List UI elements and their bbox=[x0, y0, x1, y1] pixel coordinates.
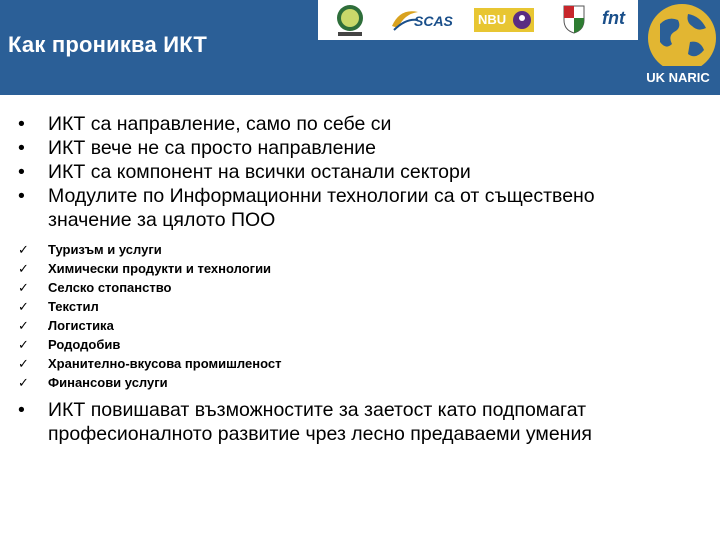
bullet-dot: • bbox=[18, 161, 25, 183]
bullet-list-top bbox=[18, 112, 678, 232]
uk-naric-label: UK NARIC bbox=[646, 70, 710, 85]
check-icon: ✓ bbox=[18, 375, 29, 390]
bullet-dot: • bbox=[18, 399, 25, 421]
bullet-text: ИКТ са компонент на всички останали сектори bbox=[48, 161, 471, 183]
check-icon: ✓ bbox=[18, 280, 29, 295]
checklist-text: Текстил bbox=[48, 299, 99, 314]
fnt-logo-text: fnt bbox=[602, 8, 625, 28]
bullet-text: ИКТ са направление, само по себе си bbox=[48, 113, 392, 135]
crest-logo bbox=[562, 4, 586, 34]
checklist-item bbox=[18, 335, 678, 354]
bullet-item-bottom bbox=[18, 398, 678, 446]
bullet-item bbox=[18, 136, 678, 160]
checklist-item bbox=[18, 373, 678, 392]
nbu-logo bbox=[474, 8, 534, 32]
check-icon: ✓ bbox=[18, 242, 29, 257]
bullet-text: ИКТ вече не са просто направление bbox=[48, 137, 376, 159]
checklist-text: Рододобив bbox=[48, 337, 121, 352]
checklist-item bbox=[18, 297, 678, 316]
bullet-text: ИКТ повишават възможностите за заетост като подпомагат професионалното развитие чрез лесно предаваеми умения bbox=[48, 399, 592, 445]
bullet-item bbox=[18, 160, 678, 184]
fnt-logo bbox=[602, 8, 636, 34]
checklist-item bbox=[18, 354, 678, 373]
checklist-text: Туризъм и услуги bbox=[48, 242, 162, 257]
slide-header bbox=[0, 0, 720, 95]
check-icon: ✓ bbox=[18, 337, 29, 352]
partner-logo-strip bbox=[318, 0, 638, 40]
slide-content bbox=[18, 112, 678, 446]
slide-title: Как прониква ИКТ bbox=[8, 32, 208, 57]
check-icon: ✓ bbox=[18, 356, 29, 371]
checklist-text: Финансови услуги bbox=[48, 375, 168, 390]
checklist-item bbox=[18, 259, 678, 278]
scas-logo-text: SCAS bbox=[414, 13, 453, 29]
check-icon: ✓ bbox=[18, 299, 29, 314]
checklist-text: Логистика bbox=[48, 318, 114, 333]
checklist-item bbox=[18, 316, 678, 335]
checklist-item bbox=[18, 240, 678, 259]
check-icon: ✓ bbox=[18, 261, 29, 276]
checklist-item bbox=[18, 278, 678, 297]
bullet-dot: • bbox=[18, 113, 25, 135]
bullet-dot: • bbox=[18, 185, 25, 207]
checklist-text: Хранително-вкусова промишленост bbox=[48, 356, 282, 371]
bullet-dot: • bbox=[18, 137, 25, 159]
sector-checklist bbox=[18, 240, 678, 392]
nbu-logo-text: NBU bbox=[478, 12, 507, 27]
globe-logo-icon bbox=[638, 2, 720, 66]
checklist-text: Селско стопанство bbox=[48, 280, 172, 295]
bullet-item bbox=[18, 184, 678, 232]
community-centre-logo bbox=[324, 2, 376, 38]
scas-logo bbox=[390, 6, 454, 34]
bullet-item bbox=[18, 112, 678, 136]
check-icon: ✓ bbox=[18, 318, 29, 333]
checklist-text: Химически продукти и технологии bbox=[48, 261, 272, 276]
bullet-text: Модулите по Информационни технологии са от съществено значение за цялото ПОО bbox=[48, 185, 595, 231]
